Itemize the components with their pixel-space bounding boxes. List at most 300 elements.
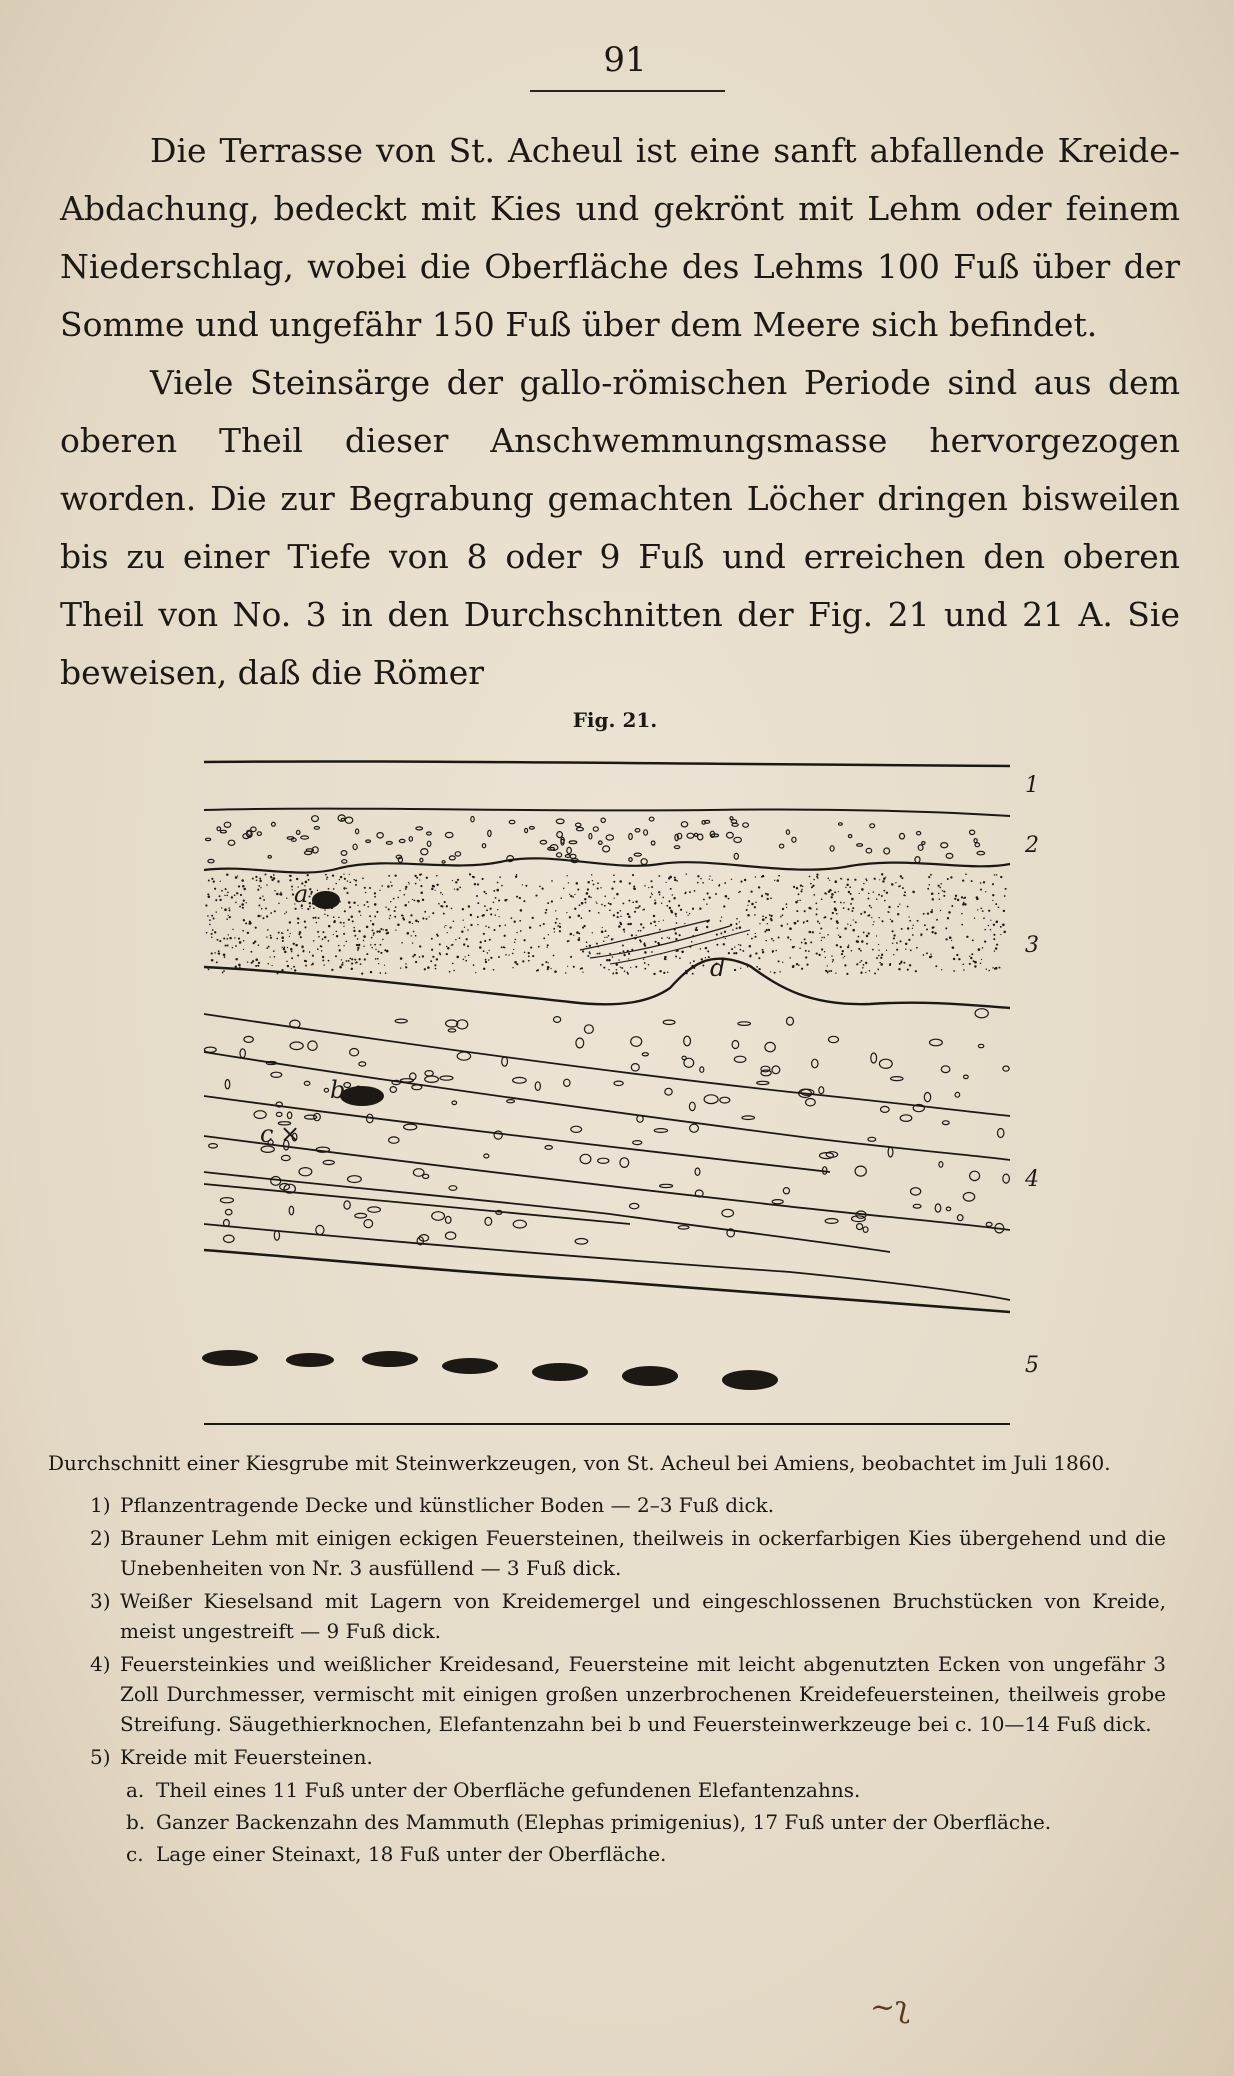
sand-grain: [292, 889, 293, 890]
flint-pebble: [425, 1071, 433, 1076]
sand-grain: [344, 878, 346, 880]
lehm-layer: [204, 858, 1010, 872]
sand-grain: [935, 965, 937, 967]
sand-grain: [461, 930, 463, 932]
pebble: [561, 839, 564, 845]
sand-grain: [563, 888, 564, 889]
sand-grain: [642, 909, 643, 910]
sand-grain: [436, 934, 438, 936]
sand-grain: [495, 914, 496, 915]
sand-grain: [861, 888, 864, 891]
sand-grain: [984, 929, 986, 931]
sand-grain: [825, 957, 826, 958]
sand-grain: [819, 923, 821, 925]
sand-grain: [528, 955, 530, 957]
sand-grain: [810, 941, 812, 943]
flint-pebble: [507, 1100, 515, 1103]
sand-grain: [917, 920, 919, 922]
sand-grain: [226, 895, 228, 897]
sand-grain: [718, 885, 720, 887]
sand-grain: [370, 971, 372, 973]
sand-grain: [916, 947, 918, 949]
layer-number-4: 4: [1025, 1167, 1039, 1192]
sand-grain: [589, 945, 591, 947]
sand-grain: [592, 880, 593, 881]
sand-grain: [282, 940, 284, 942]
sand-grain: [559, 930, 561, 932]
sand-grain: [902, 887, 904, 889]
pebble: [345, 817, 353, 823]
sand-grain: [823, 917, 825, 919]
flint-pebble: [390, 1087, 396, 1093]
sand-grain: [216, 911, 217, 912]
pebble: [629, 834, 633, 840]
sand-grain: [424, 968, 426, 970]
sand-grain: [211, 959, 214, 962]
sand-grain: [863, 883, 864, 884]
sand-grain: [291, 968, 292, 969]
sand-grain: [474, 883, 476, 885]
sand-grain: [266, 936, 267, 937]
sand-grain: [236, 892, 238, 894]
sand-grain: [705, 957, 706, 958]
flint-pebble: [323, 1160, 334, 1164]
sand-grain: [852, 907, 854, 909]
sand-grain: [367, 906, 369, 908]
flint-pebble: [271, 1177, 281, 1186]
sand-grain: [404, 904, 407, 907]
sand-grain: [469, 873, 471, 875]
sand-grain: [420, 885, 422, 887]
sand-grain: [992, 883, 994, 885]
sand-grain: [260, 915, 261, 916]
sand-grain: [362, 877, 364, 879]
pebble: [455, 852, 460, 856]
sand-grain: [736, 927, 738, 929]
sand-grain: [881, 873, 883, 875]
sand-grain: [273, 874, 275, 876]
sand-grain: [707, 892, 709, 894]
sand-grain: [767, 923, 768, 924]
sand-grain: [609, 909, 611, 911]
sand-grain: [857, 941, 859, 943]
sand-grain: [806, 920, 808, 922]
sand-grain: [208, 969, 210, 971]
sand-grain: [628, 953, 630, 955]
sand-grain: [770, 919, 772, 921]
sand-grain: [415, 961, 417, 963]
sand-grain: [307, 874, 309, 876]
sand-grain: [216, 961, 218, 963]
sand-grain: [278, 932, 280, 934]
sand-grain: [431, 888, 433, 890]
flint-pebble: [963, 1193, 974, 1202]
sand-grain: [234, 894, 236, 896]
sand-grain: [353, 930, 355, 932]
flint-pebble: [633, 1141, 642, 1145]
sand-grain: [512, 967, 513, 968]
sand-grain: [593, 883, 595, 885]
sand-grain: [659, 970, 661, 972]
pebble: [848, 835, 851, 838]
pebble: [509, 820, 515, 823]
pebble: [734, 837, 742, 842]
sand-grain: [879, 917, 880, 918]
sand-grain: [488, 959, 490, 961]
sand-grain: [344, 910, 346, 912]
flint-pebble: [941, 1066, 950, 1073]
flint-pebble: [348, 1176, 362, 1183]
sand-grain: [873, 891, 874, 892]
sand-grain: [808, 950, 810, 952]
pebble: [839, 823, 843, 825]
sand-grain: [412, 899, 413, 900]
flint-pebble: [445, 1232, 455, 1239]
sand-grain: [366, 901, 368, 903]
decke-lower-line: [204, 809, 1010, 816]
pebble: [442, 861, 445, 863]
pebble: [866, 848, 872, 853]
sand-grain: [355, 880, 357, 882]
sand-grain: [830, 970, 832, 972]
sand-grain: [608, 902, 610, 904]
sand-grain: [830, 918, 832, 920]
sand-grain: [426, 918, 428, 920]
sand-grain: [217, 939, 219, 941]
pebble: [946, 853, 953, 858]
sand-grain: [977, 909, 978, 910]
sand-grain: [481, 915, 483, 917]
caption-subitem: c. Lage einer Steinaxt, 18 Fuß unter der Oberfläche.: [126, 1842, 667, 1866]
sand-grain: [666, 905, 668, 907]
sand-grain: [980, 907, 982, 909]
sand-grain: [878, 955, 880, 957]
sand-grain: [528, 952, 530, 954]
sand-grain: [596, 943, 598, 945]
flint-pebble: [410, 1073, 416, 1080]
flint-pebble: [364, 1220, 373, 1228]
sand-grain: [797, 900, 798, 901]
pebble: [228, 840, 235, 845]
sand-grain: [284, 946, 286, 948]
sand-grain: [651, 893, 652, 894]
sand-grain: [420, 892, 423, 895]
sand-grain: [351, 958, 353, 960]
sand-grain: [446, 953, 448, 955]
sand-grain: [804, 938, 806, 940]
sand-grain: [243, 940, 245, 942]
sand-grain: [245, 922, 247, 924]
sand-grain: [762, 915, 764, 917]
sand-grain: [578, 937, 580, 939]
sand-grain: [706, 926, 708, 928]
sand-grain: [644, 885, 645, 886]
sand-grain: [892, 943, 893, 944]
sand-grain: [961, 896, 963, 898]
sand-grain: [455, 939, 456, 940]
sand-grain: [943, 895, 945, 897]
sand-grain: [789, 927, 792, 930]
sand-grain: [346, 888, 347, 889]
sand-grain: [624, 931, 625, 932]
sand-grain: [800, 884, 802, 886]
body-text: [60, 122, 1180, 702]
sand-grain: [444, 901, 446, 903]
sand-grain: [739, 926, 742, 929]
sand-grain: [247, 932, 249, 934]
sand-grain: [299, 931, 302, 934]
sand-grain: [632, 874, 634, 876]
sand-grain: [596, 903, 597, 904]
sand-grain: [862, 967, 864, 969]
sand-grain: [620, 910, 622, 912]
sand-grain: [655, 941, 657, 943]
sand-grain: [284, 913, 285, 914]
sand-grain: [658, 921, 659, 922]
sand-grain: [964, 903, 966, 905]
sand-grain: [1005, 888, 1007, 890]
sand-grain: [422, 899, 424, 901]
sand-grain: [209, 924, 211, 926]
sand-grain: [409, 883, 410, 884]
sand-grain: [974, 961, 977, 964]
sand-grain: [817, 921, 819, 923]
sand-grain: [386, 950, 389, 953]
sand-grain: [364, 958, 366, 960]
sand-grain: [606, 959, 608, 961]
flint-pebble: [304, 1081, 310, 1085]
sand-grain: [597, 887, 599, 889]
sand-grain: [816, 913, 818, 915]
sand-grain: [309, 951, 311, 953]
flint-pebble: [395, 1019, 407, 1023]
sand-grain: [932, 898, 934, 900]
sand-grain: [228, 934, 229, 935]
sand-grain: [214, 888, 216, 890]
sand-grain: [907, 906, 909, 908]
sand-grain: [672, 894, 673, 895]
sand-grain: [869, 905, 871, 907]
sand-grain: [370, 920, 371, 921]
sand-grain: [235, 965, 237, 967]
sand-grain: [742, 950, 744, 952]
sand-grain: [241, 879, 244, 882]
sand-grain: [567, 966, 568, 967]
sand-grain: [383, 929, 384, 930]
flint-pebble: [535, 1082, 540, 1091]
sand-grain: [293, 966, 295, 968]
sand-grain: [620, 916, 621, 917]
sand-grain: [324, 936, 326, 938]
sand-grain: [842, 957, 843, 958]
sand-grain: [976, 898, 979, 901]
sand-grain: [215, 899, 217, 901]
sand-grain: [415, 883, 417, 885]
sand-grain: [459, 937, 461, 939]
sand-grain: [970, 957, 972, 959]
sand-grain: [904, 891, 906, 893]
sand-grain: [715, 893, 717, 895]
flint-pebble: [888, 1147, 893, 1157]
flint-pebble: [946, 1207, 950, 1211]
sand-grain: [280, 894, 282, 896]
pebble: [644, 830, 648, 835]
flint-pebble: [678, 1226, 689, 1229]
sand-grain: [611, 887, 613, 889]
sand-grain: [257, 965, 259, 967]
sand-grain: [670, 910, 672, 912]
sand-grain: [619, 880, 622, 883]
sand-grain: [374, 896, 376, 898]
sand-grain: [389, 918, 391, 920]
sand-grain: [317, 931, 319, 933]
sand-grain: [358, 930, 360, 932]
sand-grain: [515, 939, 517, 941]
sand-grain: [211, 878, 213, 880]
sand-grain: [868, 893, 870, 895]
sand-grain: [872, 924, 873, 925]
sand-grain: [447, 947, 450, 950]
sand-grain: [379, 890, 380, 891]
sand-grain: [358, 958, 360, 960]
sand-grain: [463, 920, 464, 921]
mark-b: b: [330, 1076, 346, 1104]
flint-pebble: [281, 1155, 290, 1160]
sand-grain: [465, 960, 467, 962]
sand-grain: [516, 896, 518, 898]
sand-grain: [684, 923, 685, 924]
sand-grain: [555, 910, 556, 911]
flint-pebble: [722, 1209, 734, 1217]
sand-grain: [438, 903, 440, 905]
pebble: [386, 842, 392, 845]
pebble: [482, 844, 485, 848]
sand-grain: [621, 967, 623, 969]
sand-grain: [667, 937, 668, 938]
sand-grain: [678, 905, 680, 907]
sand-grain: [214, 952, 215, 953]
sand-grain: [951, 940, 952, 941]
sand-grain: [369, 915, 371, 917]
sand-grain: [936, 919, 938, 921]
pebble: [268, 856, 271, 859]
sand-grain: [255, 958, 258, 961]
ink-mark: ~ʅ: [870, 1990, 910, 2025]
sand-grain: [436, 958, 438, 960]
sand-grain: [839, 936, 841, 938]
sand-grain: [223, 954, 226, 957]
sand-grain: [859, 893, 860, 894]
sand-grain: [309, 906, 311, 908]
caption-item: 2) Brauner Lehm mit einigen eckigen Feuersteinen, theilweis in ockerfarbigen Kies übergehend und die Unebenheiten von Nr. 3 ausfüllend — 3 Fuß dick.: [90, 1526, 1166, 1580]
sand-grain: [211, 915, 213, 917]
sand-grain: [928, 876, 930, 878]
flint-pebble: [359, 1062, 366, 1066]
sand-grain: [675, 938, 677, 940]
sand-grain: [412, 923, 413, 924]
sand-grain: [777, 879, 780, 882]
sand-grain: [388, 908, 390, 910]
sand-grain: [891, 920, 893, 922]
sand-grain: [850, 893, 852, 895]
sand-grain: [566, 912, 567, 913]
sand-grain: [339, 879, 340, 880]
sand-grain: [993, 924, 995, 926]
sand-grain: [980, 963, 982, 965]
sand-grain: [412, 942, 413, 943]
sand-grain: [587, 881, 589, 883]
sand-grain: [635, 901, 637, 903]
sand-grain: [385, 929, 387, 931]
sand-grain: [569, 894, 570, 895]
sand-grain: [224, 956, 226, 958]
pebble: [449, 856, 455, 860]
flint-pebble: [614, 1081, 623, 1085]
flint-pebble: [289, 1206, 293, 1215]
sand-grain: [731, 948, 733, 950]
figure-label: Fig. 21.: [572, 708, 658, 732]
pebble: [589, 834, 592, 839]
sand-grain: [570, 933, 573, 936]
sand-grain: [387, 885, 390, 888]
flint-pebble: [964, 1075, 969, 1079]
sand-grain: [212, 929, 214, 931]
sand-grain: [432, 885, 435, 888]
sand-grain: [311, 964, 312, 965]
sand-grain: [317, 890, 318, 891]
sand-grain: [240, 894, 242, 896]
sand-grain: [665, 959, 667, 961]
sand-grain: [901, 928, 903, 930]
sand-grain: [992, 894, 994, 896]
sand-grain: [842, 950, 844, 952]
sand-grain: [912, 891, 915, 894]
sand-grain: [988, 910, 990, 912]
flint-pebble: [825, 1219, 838, 1224]
sand-grain: [591, 874, 592, 875]
sand-grain: [778, 937, 780, 939]
sand-grain: [827, 877, 829, 879]
sand-grain: [898, 968, 900, 970]
sand-grain: [852, 929, 855, 932]
sand-grain: [373, 934, 374, 935]
sand-grain: [456, 956, 459, 959]
sand-grain: [412, 955, 414, 957]
sand-grain: [511, 917, 513, 919]
flint-pebble: [350, 1049, 359, 1056]
sand-grain: [643, 943, 645, 945]
sand-grain: [495, 897, 497, 899]
sand-grain: [254, 940, 256, 942]
sand-grain: [836, 913, 838, 915]
sand-grain: [866, 880, 868, 882]
sand-grain: [350, 958, 352, 960]
sand-grain: [243, 919, 245, 921]
sand-grain: [685, 892, 687, 894]
sand-grain: [877, 969, 879, 971]
sand-grain: [986, 969, 987, 970]
sand-grain: [239, 906, 241, 908]
sand-grain: [897, 906, 899, 908]
sand-grain: [375, 958, 377, 960]
sand-grain: [773, 940, 775, 942]
sand-grain: [483, 891, 485, 893]
sand-grain: [379, 972, 381, 974]
sand-grain: [346, 960, 348, 962]
sand-grain: [331, 969, 333, 971]
sand-grain: [755, 933, 756, 934]
flint-pebble: [704, 1095, 718, 1104]
